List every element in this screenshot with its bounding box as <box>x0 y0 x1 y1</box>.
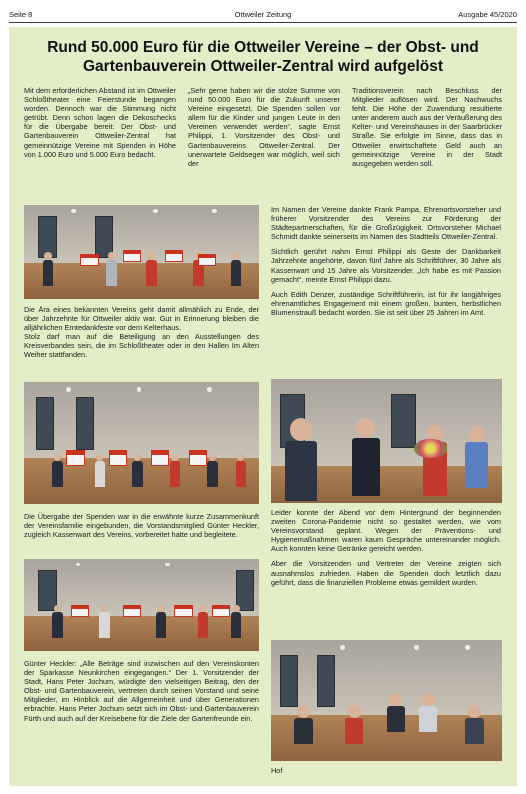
issue-number: Ausgabe 45/2020 <box>458 10 517 19</box>
column-2 <box>188 86 340 174</box>
column-left-c <box>24 659 259 729</box>
byline: Hof <box>271 766 283 775</box>
paragraph: Sichtlich gerührt nahm Ernst Philippi als Geste der Dankbarkeit Jahrzehnte angehörte, davon fünf Jahre als Schriftführer, 30 Jahre als Kassenwart und 15 Jahre als Vorsitzender. „Ich habe es mit Passion gemacht“, meinte Ernst Philippi dazu. <box>271 247 501 284</box>
column-3 <box>352 86 502 174</box>
paragraph: Die Ära eines bekannten Vereins geht damit allmählich zu Ende, der über Jahrzehnte für Ottweiler aktiv war. Gut in Erinnerung bleiben die alljährlichen Erntedankfeste vor dem Kelterhaus. <box>24 305 259 333</box>
column-left-a <box>24 305 259 366</box>
paragraph: Die Übergabe der Spenden war in die erwähnte kurze Zusammenkunft der Vereinsfamilie eingebunden, die Vorstandsmitglied Günter Heckler, zugleich Kassenwart des Vereins, vorbereitet hatte und begleitete. <box>24 512 259 540</box>
photo-group-checks-3 <box>24 559 259 651</box>
page-header <box>9 9 517 21</box>
paragraph: Stolz darf man auf die Beteiligung an den Ausstellungen des Kreisverbandes sein, die im Schloßtheater oder in den Hallen Im Alten Weiher stattfanden. <box>24 332 259 360</box>
paragraph: „Sehr gerne haben wir die stolze Summe von rund 50.000 Euro für die Zukunft unserer Vereine eingesetzt. Die Spenden sollen vor allem für die Kinder und jungen Leute in den Vereinen verwendet werden“, sagte Ernst Philippi, 1. Vorsitzender des Obst- und Gartenbauvereins Ottweiler-Zentral. Der unerwartete Geldsegen war möglich, weil sich der <box>188 86 340 168</box>
paragraph: Leider konnte der Abend vor dem Hintergrund der beginnenden zweiten Corona-Pandemie nicht so gestaltet werden, wie vom Vereinsvorstand geplant. Wegen der Präventions- und Hygienemaßnahmen waren kaum Gespräche untereinander möglich. Auch konnten keine Getränke gereicht werden. <box>271 508 501 554</box>
paragraph: Im Namen der Vereine dankte Frank Pampa, Ehrenortsvorsteher und früherer Vorsitzender des Vereins zur Förderung der Städtepartnerschaften, für die Großzügigkeit. Ortsvorsteher Michael Schmidt dankte seinerseits im Namen des Stadtteils Ottweiler-Zentral. <box>271 205 501 242</box>
paragraph: Mit dem erforderlichen Abstand ist im Ottweiler Schloßtheater eine Feierstunde begangen worden. Dennoch war die Stimmung nicht getrübt. Denn schon lagen die Dekoschecks für die Übergabe bereit: Der Obst- und Gartenbauverein Ottweiler-Zentral hat gemeinnützige Vereine mit Spenden in Höhe von 1.000 Euro und 5.000 Euro bedacht. <box>24 86 176 159</box>
photo-bouquet <box>271 379 502 503</box>
page-number: Seite 8 <box>9 10 33 19</box>
column-right-b <box>271 508 501 593</box>
paragraph: Aber die Vorsitzenden und Vertreter der Vereine zeigten sich ausnahmslos zufrieden. Haben die Spenden doch letztlich dazu geführt, dass die finanziellen Probleme etwas gemildert wurden. <box>271 559 501 587</box>
photo-group-checks-1 <box>24 205 259 299</box>
header-rule <box>9 22 517 23</box>
paragraph: Auch Edith Denzer, zuständige Schriftführerin, ist für ihr langjähriges ehrenamtliches Engagement mit einem großen, bunten, herbstlichen Blumenstrauß bedacht worden. Sie ist seit über 25 Jahren im Amt. <box>271 289 501 317</box>
column-1 <box>24 86 176 165</box>
article-title: Rund 50.000 Euro für die Ottweiler Vereine – der Obst- und Gartenbauverein Ottweiler-Zentral wird aufgelöst <box>47 39 479 75</box>
paragraph: Günter Heckler: „Alle Beträge sind inzwischen auf den Vereinskonten der Sparkasse Neunkirchen eingegangen.“ Der 1. Vorsitzender der Stadt, Hans Peter Jochum, würdigte den vielseitigen Beitrag, den der Obst- und Gartenbauverein, vertreten durch seinen Vorstand und seine Mitglieder, im Hinblick auf die Allgemeinheit und über Generationen erbrachte. Hans Peter Jochum setzt sich im Obst- und Gartenbauverein Fürth und auch auf der Kreisebene für die Ziele der Gartenfreunde ein. <box>24 659 259 723</box>
photo-seated-group <box>271 640 502 761</box>
column-right-a <box>271 205 501 323</box>
newspaper-title: Ottweiler Zeitung <box>234 10 292 19</box>
column-left-b <box>24 512 259 545</box>
paragraph: Traditionsverein nach Beschluss der Mitglieder auflösen wird. Der Nachwuchs fehlt. Die Höhe der Zuwendung resultierte unter anderem auch aus der Veräußerung des Kelter- und Vereinshauses in der Saarbrücker Straße. Sie erfolgte im Sinne, dass das in Ottweiler erwirtschaftete Geld auch an gemeinnützige Vereine in der Stadt ausgegeben werden soll. <box>352 86 502 168</box>
photo-group-checks-2 <box>24 382 259 504</box>
